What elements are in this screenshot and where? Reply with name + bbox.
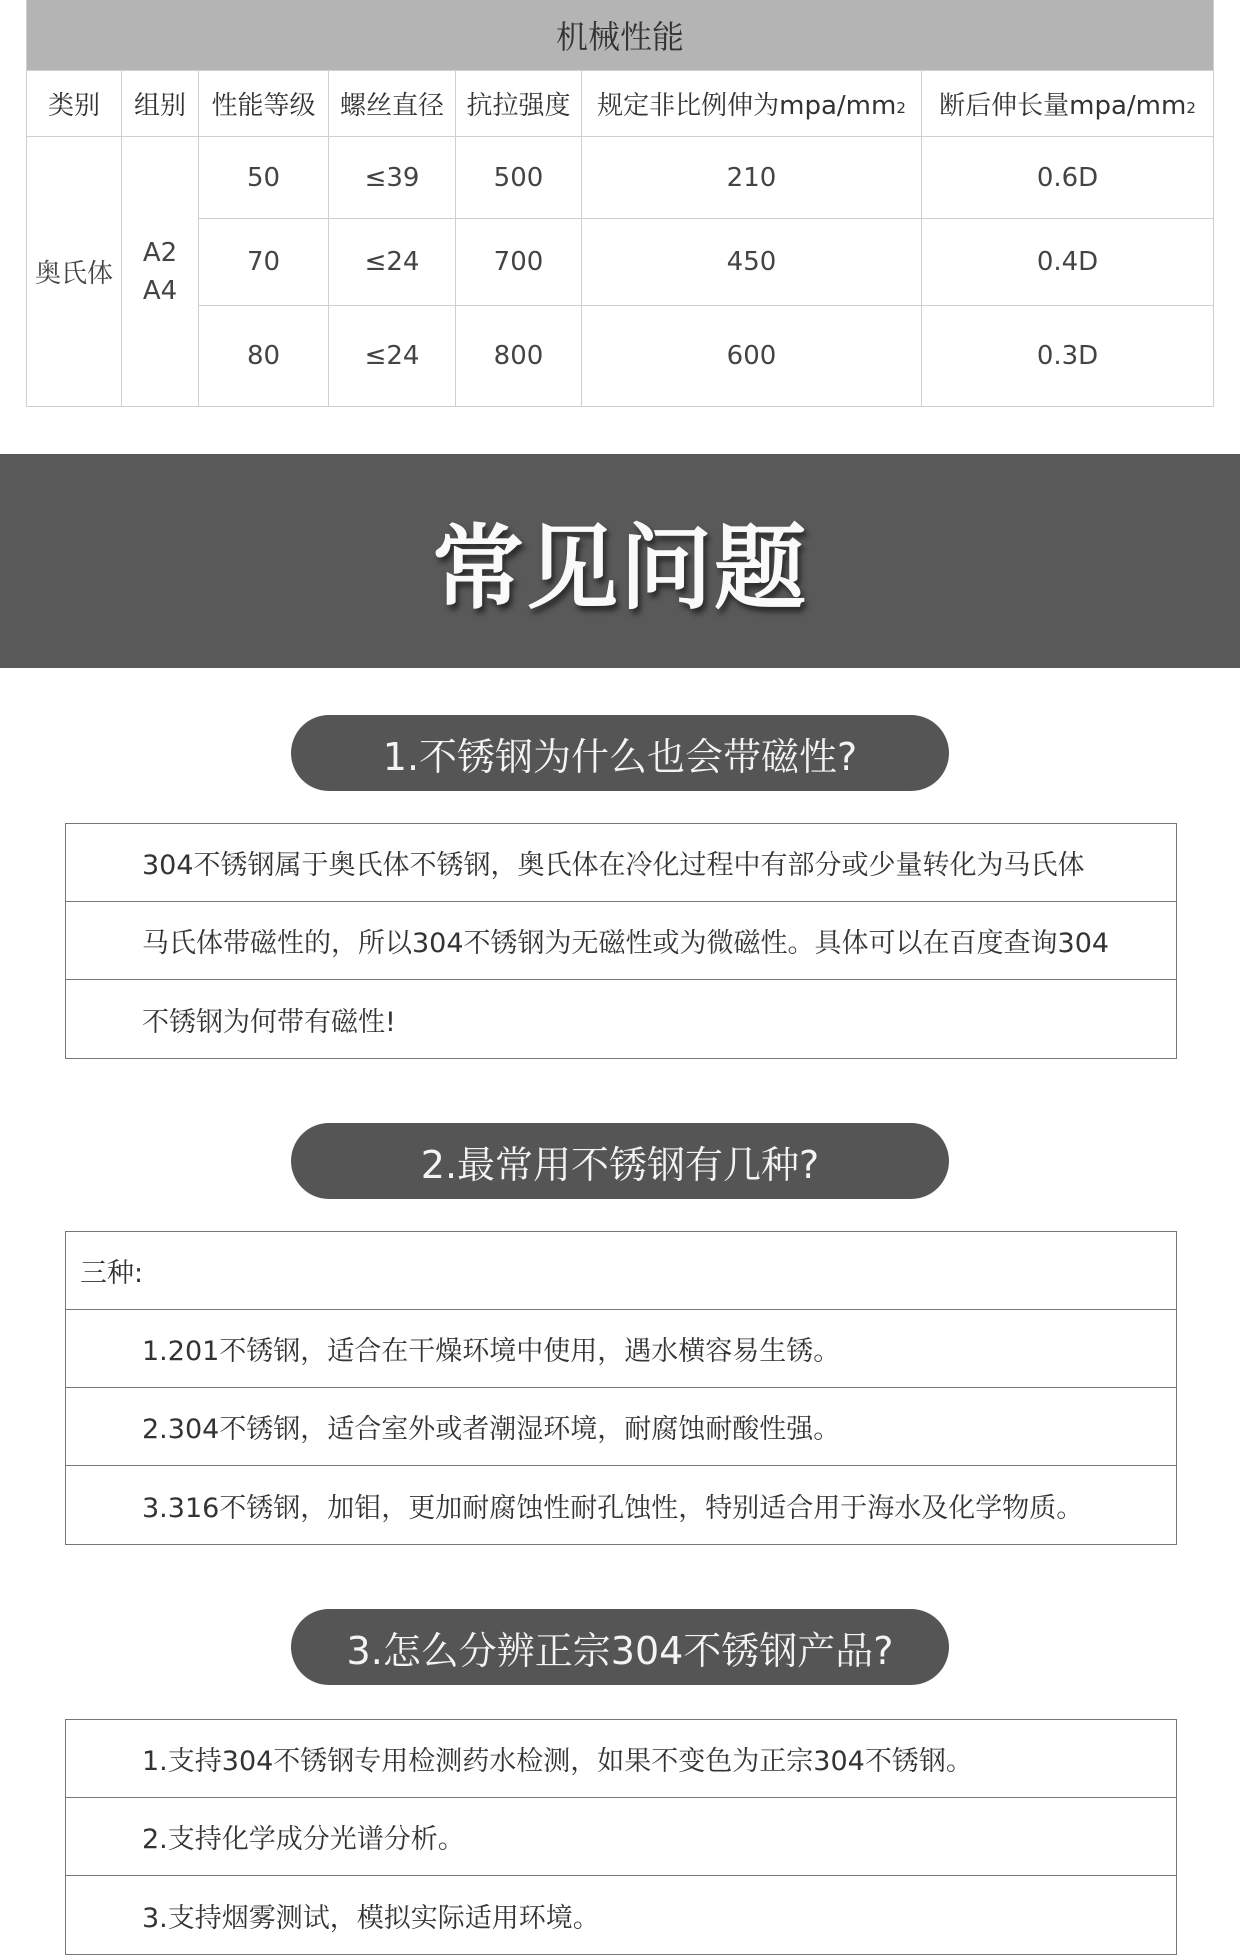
grade-cell: 80 [199, 306, 329, 406]
diameter-cell: ≤24 [329, 306, 456, 406]
faq-question-3: 3.怎么分辨正宗304不锈钢产品? [291, 1609, 949, 1685]
grade-cell: 50 [199, 137, 329, 219]
faq-question-1: 1.不锈钢为什么也会带磁性? [291, 715, 949, 791]
table-title: 机械性能 [27, 0, 1213, 71]
header-elongation-sub: 2 [1186, 98, 1196, 117]
mechanical-properties-table [26, 0, 1214, 407]
tensile-cell: 800 [456, 306, 582, 406]
tensile-cell: 700 [456, 219, 582, 306]
diameter-cell: ≤24 [329, 219, 456, 306]
faq-banner [0, 454, 1240, 668]
faq-banner-title: 常见问题 [431, 515, 808, 622]
header-diameter: 螺丝直径 [329, 71, 456, 137]
answer-line: 2.支持化学成分光谱分析。 [66, 1798, 1176, 1876]
header-group: 组别 [122, 71, 199, 137]
answer-line: 马氏体带磁性的，所以304不锈钢为无磁性或为微磁性。具体可以在百度查询304 [66, 902, 1176, 980]
header-grade: 性能等级 [199, 71, 329, 137]
answer-intro: 三种: [66, 1232, 1176, 1310]
header-tensile: 抗拉强度 [456, 71, 582, 137]
header-category: 类别 [27, 71, 122, 137]
yield-cell: 450 [582, 219, 922, 306]
elongation-cell: 0.3D [1036, 341, 1099, 371]
answer-line: 1.支持304不锈钢专用检测药水检测，如果不变色为正宗304不锈钢。 [66, 1720, 1176, 1798]
elongation-cell: 0.4D [922, 219, 1213, 306]
group-a4: A4 [142, 275, 178, 306]
table-grid [27, 71, 1213, 406]
answer-line: 3.支持烟雾测试，模拟实际适用环境。 [142, 1902, 600, 1934]
header-yield-sub: 2 [896, 98, 906, 117]
header-elongation [922, 71, 1213, 137]
diameter-cell: ≤39 [329, 137, 456, 219]
elongation-cell: 0.6D [922, 137, 1213, 219]
category-cell: 奥氏体 [27, 137, 122, 406]
answer-line: 不锈钢为何带有磁性! [142, 1006, 396, 1038]
answer-line: 2.304不锈钢，适合室外或者潮湿环境，耐腐蚀耐酸性强。 [66, 1388, 1176, 1466]
header-elongation-text: 断后伸长量mpa/mm [939, 91, 1187, 121]
tensile-cell: 500 [456, 137, 582, 219]
grade-cell: 70 [199, 219, 329, 306]
group-cell [122, 137, 199, 406]
header-yield [582, 71, 922, 137]
faq-answer-2 [65, 1231, 1177, 1545]
answer-line: 304不锈钢属于奥氏体不锈钢，奥氏体在冷化过程中有部分或少量转化为马氏体 [66, 824, 1176, 902]
group-a2: A2 [142, 237, 178, 268]
answer-line: 1.201不锈钢，适合在干燥环境中使用，遇水横容易生锈。 [66, 1310, 1176, 1388]
faq-question-2: 2.最常用不锈钢有几种? [291, 1123, 949, 1199]
answer-line: 3.316不锈钢，加钼，更加耐腐蚀性耐孔蚀性，特别适合用于海水及化学物质。 [142, 1492, 1084, 1524]
faq-answer-1 [65, 823, 1177, 1059]
yield-cell: 210 [582, 137, 922, 219]
header-yield-text: 规定非比例伸为mpa/mm [597, 91, 897, 121]
yield-cell: 600 [582, 306, 922, 406]
